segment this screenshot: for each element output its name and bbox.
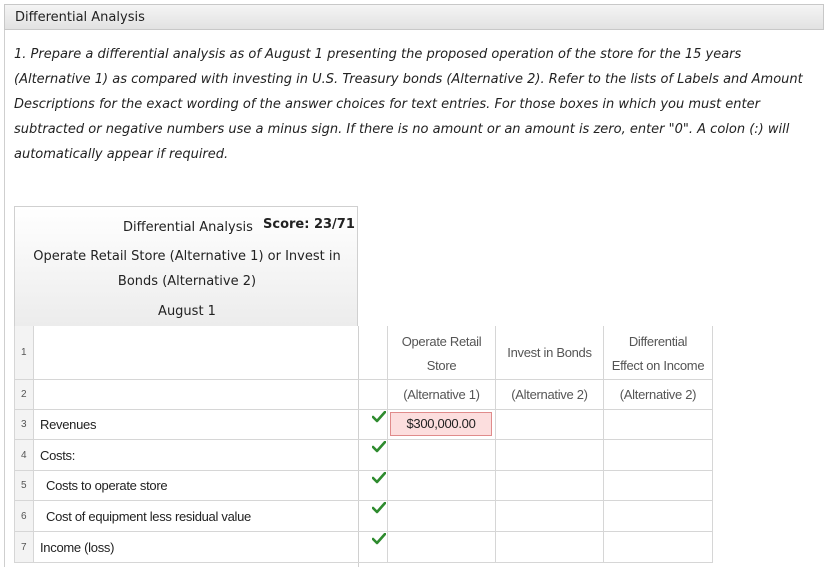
score-label: Score: 23/71 [263, 217, 355, 232]
operate-costs-invest-bonds-input[interactable] [496, 471, 604, 501]
revenues-invest-bonds-input[interactable] [496, 410, 604, 440]
revenues-differential-input[interactable] [604, 410, 713, 440]
row-label-income-loss[interactable]: Income (loss) [34, 532, 388, 563]
row-number: 5 [14, 471, 34, 501]
header-operate-store [388, 326, 496, 380]
row-label-equipment-cost[interactable]: Cost of equipment less residual value [34, 501, 388, 532]
check-icon [372, 441, 386, 453]
check-icon [372, 533, 386, 545]
analysis-heading [14, 206, 358, 326]
row-number: 2 [14, 380, 34, 410]
row-label-revenues[interactable]: Revenues [34, 410, 388, 440]
heading-subtitle-line1: Operate Retail Store (Alternative 1) or Invest in [33, 249, 341, 264]
row-number: 6 [14, 501, 34, 532]
row-label-costs-operate-store[interactable]: Costs to operate store [34, 471, 388, 501]
row-label-costs[interactable]: Costs: [34, 440, 388, 471]
panel-left-border [4, 30, 5, 567]
income-operate-store-input[interactable] [388, 532, 496, 563]
panel-header [4, 4, 824, 30]
header-operate-store-alt: (Alternative 1) [388, 380, 496, 410]
header-invest-bonds-alt: (Alternative 2) [496, 380, 604, 410]
panel-title: Differential Analysis [15, 10, 145, 25]
header-differential-line2: Effect on Income [611, 358, 705, 373]
row-number: 4 [14, 440, 34, 471]
operate-costs-operate-store-input[interactable] [388, 471, 496, 501]
check-icon [372, 472, 386, 484]
header-operate-store-line1: Operate Retail [401, 334, 482, 349]
operate-costs-differential-input[interactable] [604, 471, 713, 501]
header-operate-store-line2: Store [426, 358, 457, 373]
costs-invest-bonds-input[interactable] [496, 440, 604, 471]
revenues-operate-store-input[interactable]: $300,000.00 [390, 412, 492, 436]
equipment-invest-bonds-input[interactable] [496, 501, 604, 532]
check-icon [372, 411, 386, 423]
header-differential-line1: Differential [628, 334, 688, 349]
equipment-operate-store-input[interactable] [388, 501, 496, 532]
heading-date: August 1 [158, 304, 216, 319]
instructions-text: 1. Prepare a differential analysis as of August 1 presenting the proposed operation of the store for the 15 years (Alternative 1) as compared with investing in U.S. Treasury bonds (Alternative 2). Refer to the lists of Labels and Amount Descriptions for the exact wording of the answer choices for text entries. For those boxes in which you must enter subtracted or negative numbers use a minus sign. If there is no amount or an amount is zero, enter "0". A colon (:) will automatically appear if required. [14, 47, 803, 162]
row-number: 7 [14, 532, 34, 563]
income-differential-input[interactable] [604, 532, 713, 563]
revenues-operate-store-cell [388, 410, 496, 440]
header-differential-alt: (Alternative 2) [604, 380, 713, 410]
header-invest-bonds: Invest in Bonds [496, 326, 604, 380]
header-differential [604, 326, 713, 380]
heading-subtitle-line2: Bonds (Alternative 2) [117, 274, 257, 289]
row-number: 1 [14, 326, 34, 380]
row-number: 3 [14, 410, 34, 440]
costs-operate-store-input[interactable] [388, 440, 496, 471]
income-invest-bonds-input[interactable] [496, 532, 604, 563]
heading-title: Differential Analysis [123, 220, 253, 235]
row-label-cell[interactable] [34, 326, 388, 380]
costs-differential-input[interactable] [604, 440, 713, 471]
row-label-cell[interactable] [34, 380, 388, 410]
equipment-differential-input[interactable] [604, 501, 713, 532]
check-icon [372, 502, 386, 514]
